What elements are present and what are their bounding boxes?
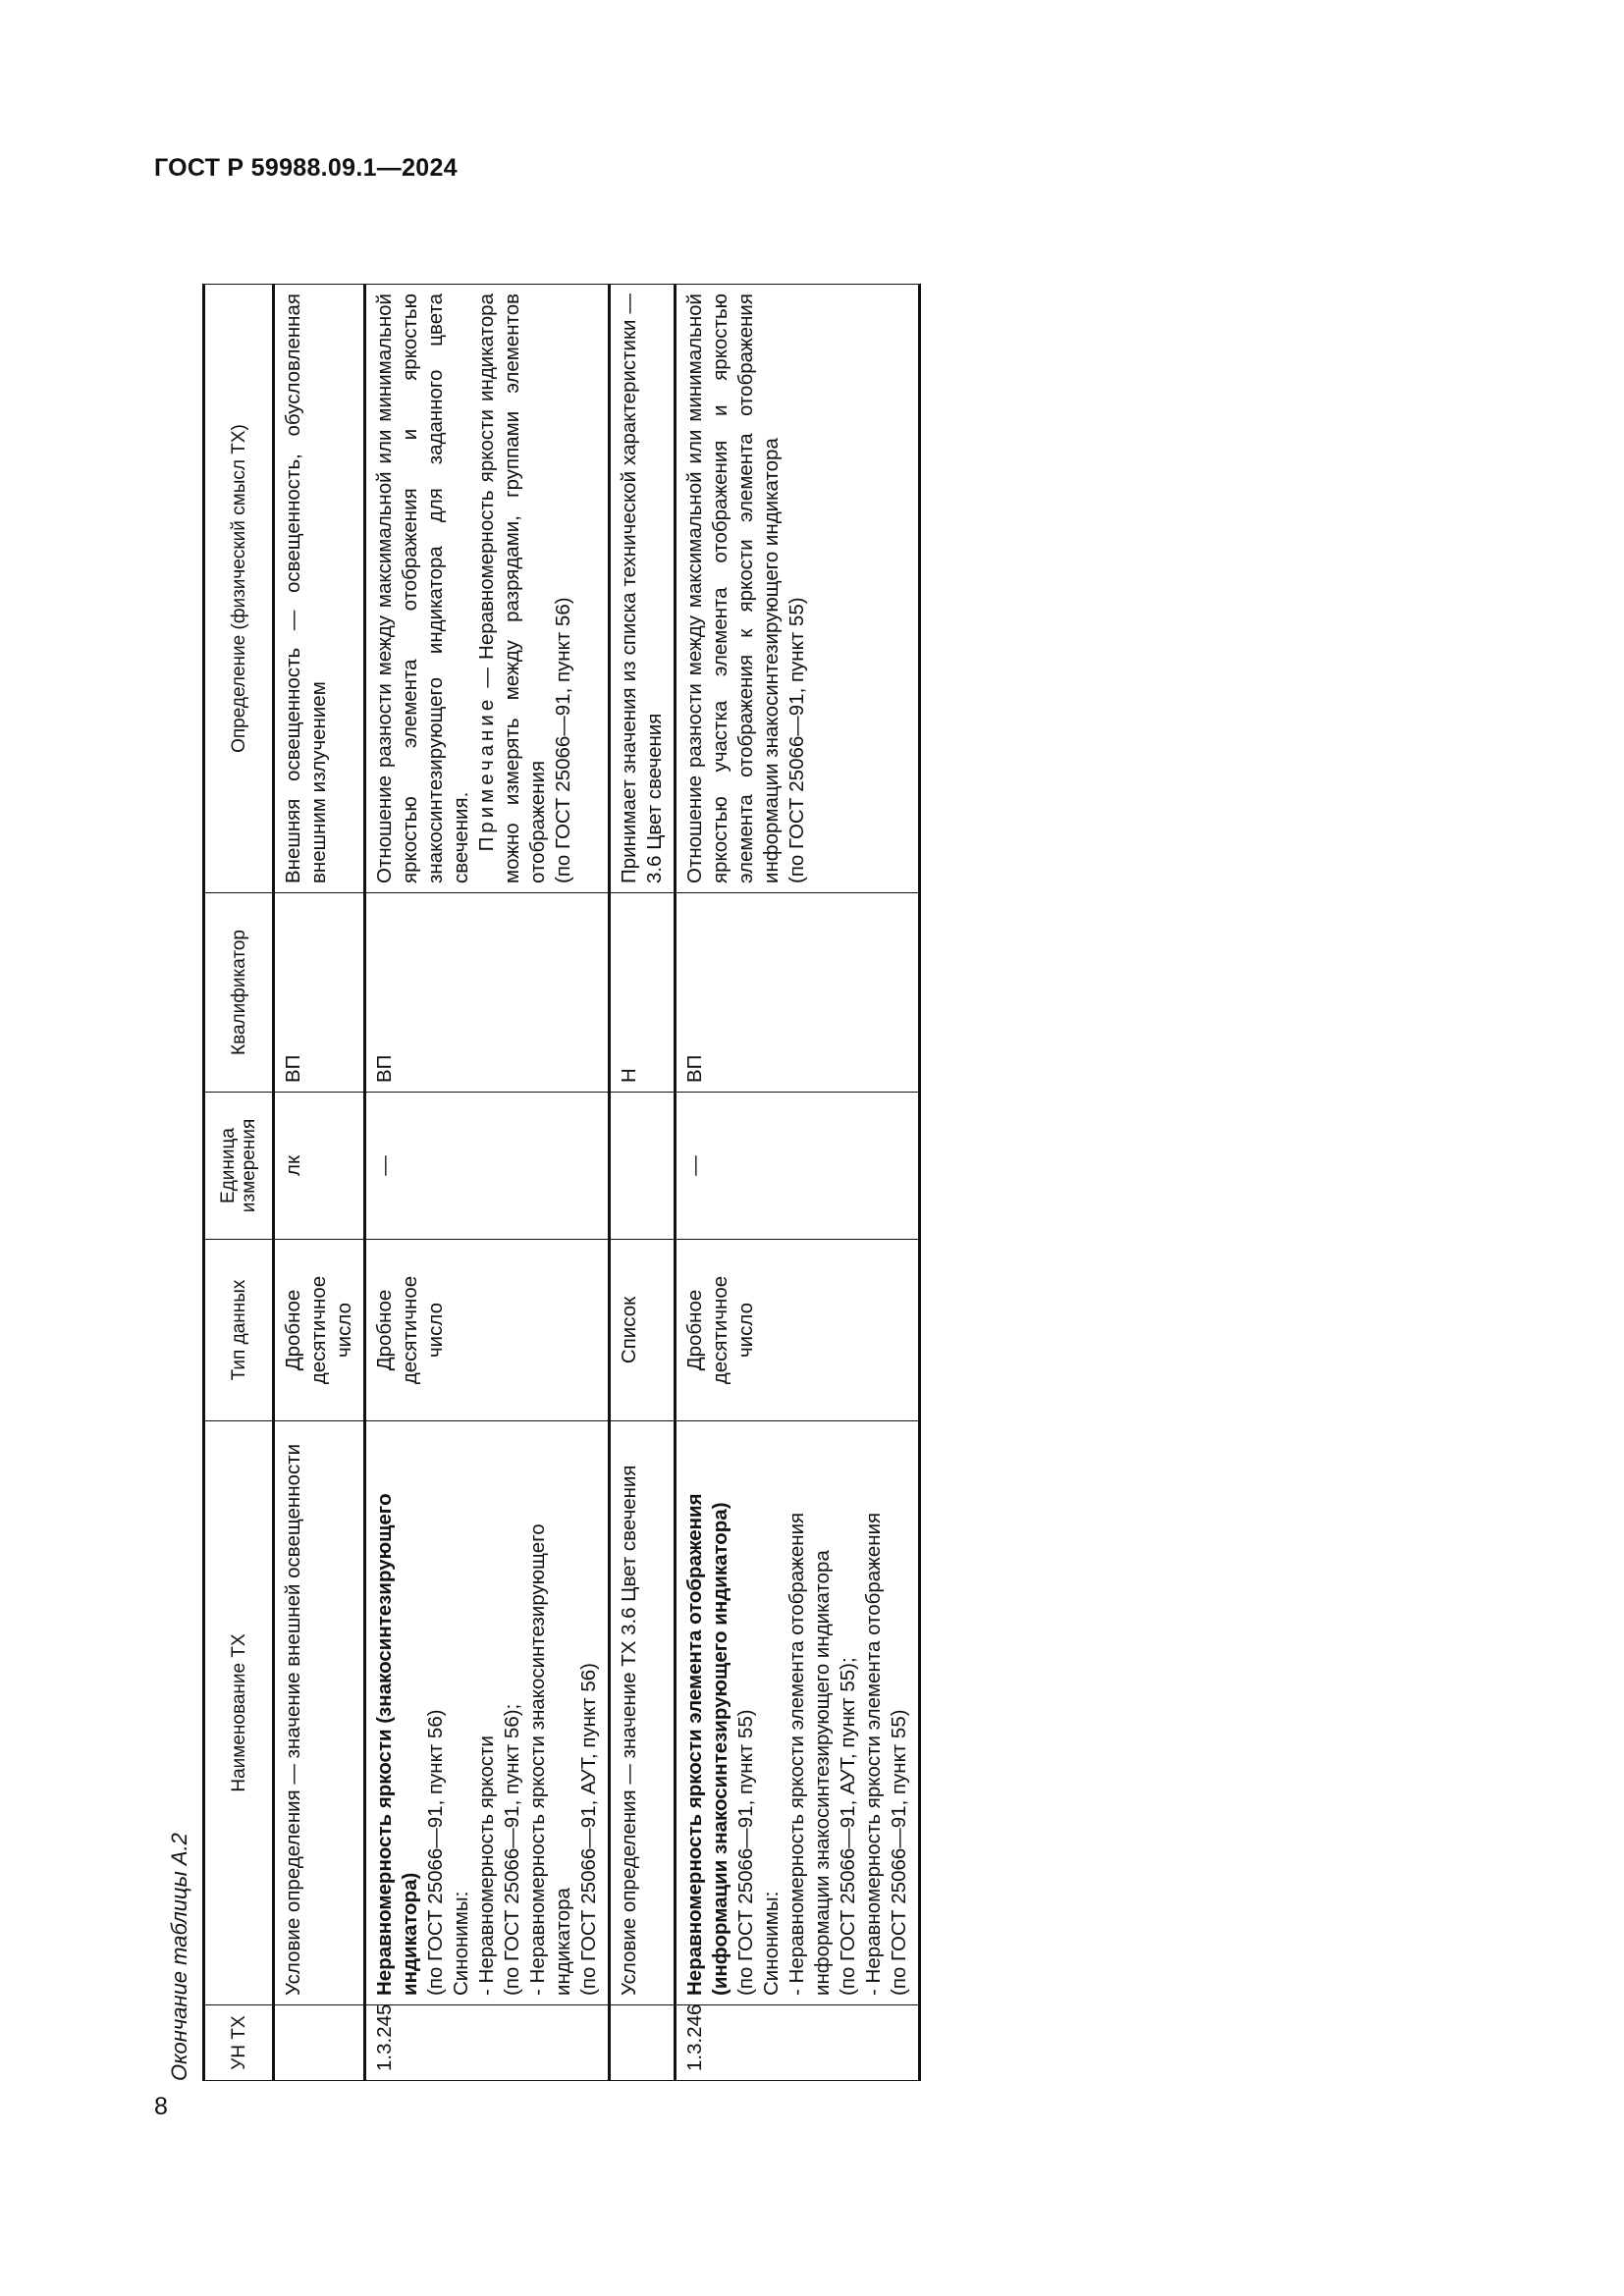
definition-text: Отношение разности между максимальной или минимальной яркостью элемента отображения и яркостью знакосинтезирующего индикатора для заданного цвета свечения. bbox=[373, 294, 472, 883]
table-row bbox=[676, 285, 920, 2081]
characteristics-table bbox=[202, 284, 921, 2081]
rotated-table-block bbox=[165, 284, 921, 2081]
synonyms-label: Синонимы: bbox=[450, 1891, 472, 1996]
table-row bbox=[274, 285, 365, 2081]
col-header-unit: Единица измерения bbox=[204, 1093, 274, 1240]
cell-name bbox=[365, 1421, 610, 2005]
col-header-qualifier: Квалификатор bbox=[204, 893, 274, 1093]
source-reference: (по ГОСТ 25066—91, пункт 55) bbox=[785, 597, 808, 883]
table-row bbox=[365, 285, 610, 2081]
cell-un: 1.3.245 bbox=[365, 2005, 610, 2081]
cell-type: Дробное десятичное число bbox=[274, 1240, 365, 1421]
cell-qualifier: ВП bbox=[365, 893, 610, 1093]
cell-type: Список bbox=[610, 1240, 676, 1421]
source-reference: (по ГОСТ 25066—91, АУТ, пункт 56) bbox=[577, 1663, 600, 1996]
source-reference: (по ГОСТ 25066—91, пункт 56) bbox=[424, 1709, 447, 1996]
note-paragraph bbox=[474, 294, 551, 883]
cell-definition bbox=[365, 285, 610, 893]
col-header-type: Тип данных bbox=[204, 1240, 274, 1421]
source-reference: (по ГОСТ 25066—91, АУТ, пункт 55); bbox=[837, 1657, 859, 1996]
cell-unit: — bbox=[365, 1093, 610, 1240]
col-header-definition: Определение (физический смысл ТХ) bbox=[204, 285, 274, 893]
document-id: ГОСТ Р 59988.09.1—2024 bbox=[154, 154, 458, 182]
characteristic-title: Неравномерность яркости элемента отображения (информации знакосинтезирующего индикатора) bbox=[683, 1493, 731, 1996]
synonym-item: - Неравномерность яркости знакосинтезирующего индикатора bbox=[526, 1523, 574, 1996]
synonym-item: - Неравномерность яркости элемента отображения bbox=[862, 1512, 885, 1996]
characteristic-title: Неравномерность яркости (знакосинтезирующего индикатора) bbox=[373, 1493, 421, 1996]
synonym-item: - Неравномерность яркости элемента отображения информации знакосинтезирующего индикатора bbox=[785, 1512, 834, 1996]
cell-un bbox=[610, 2005, 676, 2081]
cell-qualifier: Н bbox=[610, 893, 676, 1093]
source-reference: (по ГОСТ 25066—91, пункт 55) bbox=[734, 1709, 757, 1996]
cell-definition: Внешняя освещенность — освещенность, обусловленная внешним излучением bbox=[274, 285, 365, 893]
source-reference: (по ГОСТ 25066—91, пункт 55) bbox=[888, 1709, 910, 1996]
cell-definition bbox=[676, 285, 920, 893]
table-header-row bbox=[204, 285, 274, 2081]
note-text: — Неравномерность яркости индикатора можно измерять между разрядами, группами элементов отображения bbox=[475, 294, 549, 883]
cell-name: Условие определения — значение внешней освещенности bbox=[274, 1421, 365, 2005]
source-reference: (по ГОСТ 25066—91, пункт 56); bbox=[501, 1703, 523, 1996]
cell-qualifier: ВП bbox=[676, 893, 920, 1093]
cell-unit: — bbox=[676, 1093, 920, 1240]
definition-text: Отношение разности между максимальной или минимальной яркостью участка элемента отображения и яркостью элемента отображения к яркости элемента отображения информации знакосинтезирующего индикатора bbox=[683, 294, 783, 883]
col-header-name: Наименование ТХ bbox=[204, 1421, 274, 2005]
synonym-item: - Неравномерность яркости bbox=[475, 1735, 498, 1996]
cell-type: Дробное десятичное число bbox=[365, 1240, 610, 1421]
cell-un bbox=[274, 2005, 365, 2081]
page-number: 8 bbox=[154, 2093, 168, 2120]
col-header-un: УН ТХ bbox=[204, 2005, 274, 2081]
cell-name: Условие определения — значение ТХ 3.6 Цвет свечения bbox=[610, 1421, 676, 2005]
cell-un: 1.3.246 bbox=[676, 2005, 920, 2081]
table-caption: Окончание таблицы А.2 bbox=[167, 1833, 191, 2081]
cell-type: Дробное десятичное число bbox=[676, 1240, 920, 1421]
cell-name bbox=[676, 1421, 920, 2005]
source-reference: (по ГОСТ 25066—91, пункт 56) bbox=[552, 597, 574, 883]
table-row bbox=[610, 285, 676, 2081]
cell-unit: лк bbox=[274, 1093, 365, 1240]
cell-definition: Принимает значения из списка технической характеристики — 3.6 Цвет свечения bbox=[610, 285, 676, 893]
cell-unit bbox=[610, 1093, 676, 1240]
note-label: Примечание bbox=[475, 695, 498, 852]
synonyms-label: Синонимы: bbox=[760, 1891, 783, 1996]
cell-qualifier: ВП bbox=[274, 893, 365, 1093]
